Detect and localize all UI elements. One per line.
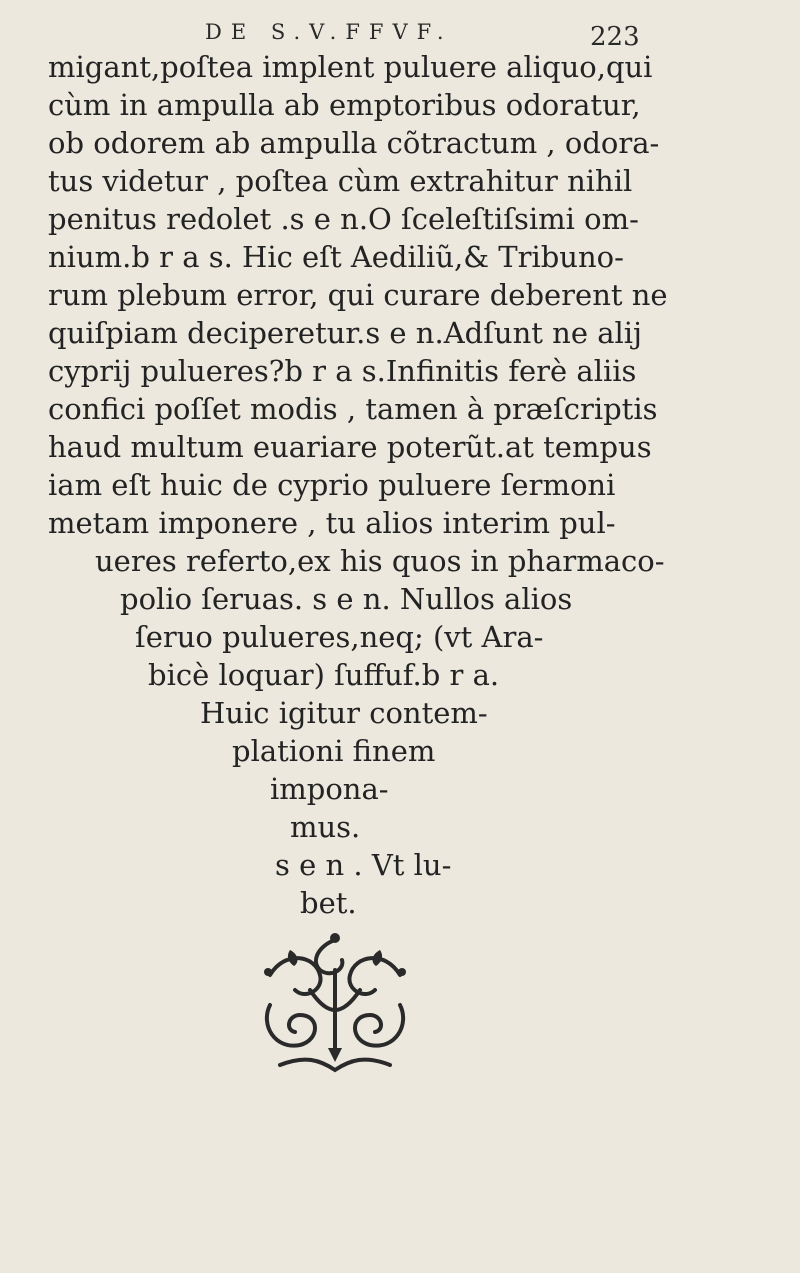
page-number: 223: [590, 22, 640, 52]
text-line: polio ſeruas. s e n. Nullos alios: [120, 582, 573, 616]
text-line: plationi finem: [232, 734, 436, 768]
text-line: penitus redolet .s e n.O ſceleſtiſsimi om-: [48, 202, 639, 236]
text-line: Huic igitur contem-: [200, 696, 488, 730]
text-line: haud multum euariare poterũt.at tempus: [48, 430, 652, 464]
text-line: tus videtur , poſtea cùm extrahitur nihil: [48, 164, 633, 198]
running-head: DE S.V.FFVF.: [205, 20, 453, 44]
text-line: confici poſſet modis , tamen à præſcriptis: [48, 392, 658, 426]
text-line: metam imponere , tu alios interim pul-: [48, 506, 616, 540]
text-line: quiſpiam deciperetur.s e n.Adſunt ne alij: [48, 316, 643, 350]
text-line: ſeruo pulueres,neq; (vt Ara-: [135, 620, 544, 654]
text-line: migant,poſtea implent puluere aliquo,qui: [48, 50, 653, 84]
text-line: s e n . Vt lu-: [275, 848, 452, 882]
text-line: bicè loquar) ſuffuf.b r a.: [148, 658, 500, 692]
text-line: bet.: [300, 886, 357, 920]
text-line: nium.b r a s. Hic eſt Aediliũ,& Tribuno-: [48, 240, 624, 274]
text-line: mus.: [290, 810, 361, 844]
text-line: cyprij pulueres?b r a s.Infinitis ferè aliis: [48, 354, 637, 388]
text-line: cùm in ampulla ab emptoribus odoratur,: [48, 88, 641, 122]
text-line: ueres referto,ex his quos in pharmaco-: [95, 544, 665, 578]
floral-tailpiece-icon: [250, 930, 420, 1080]
text-line: rum plebum error, qui curare deberent ne: [48, 278, 668, 312]
text-line: ob odorem ab ampulla cõtractum , odora-: [48, 126, 660, 160]
text-line: iam eſt huic de cyprio puluere ſermoni: [48, 468, 616, 502]
text-line: impona-: [270, 772, 389, 806]
